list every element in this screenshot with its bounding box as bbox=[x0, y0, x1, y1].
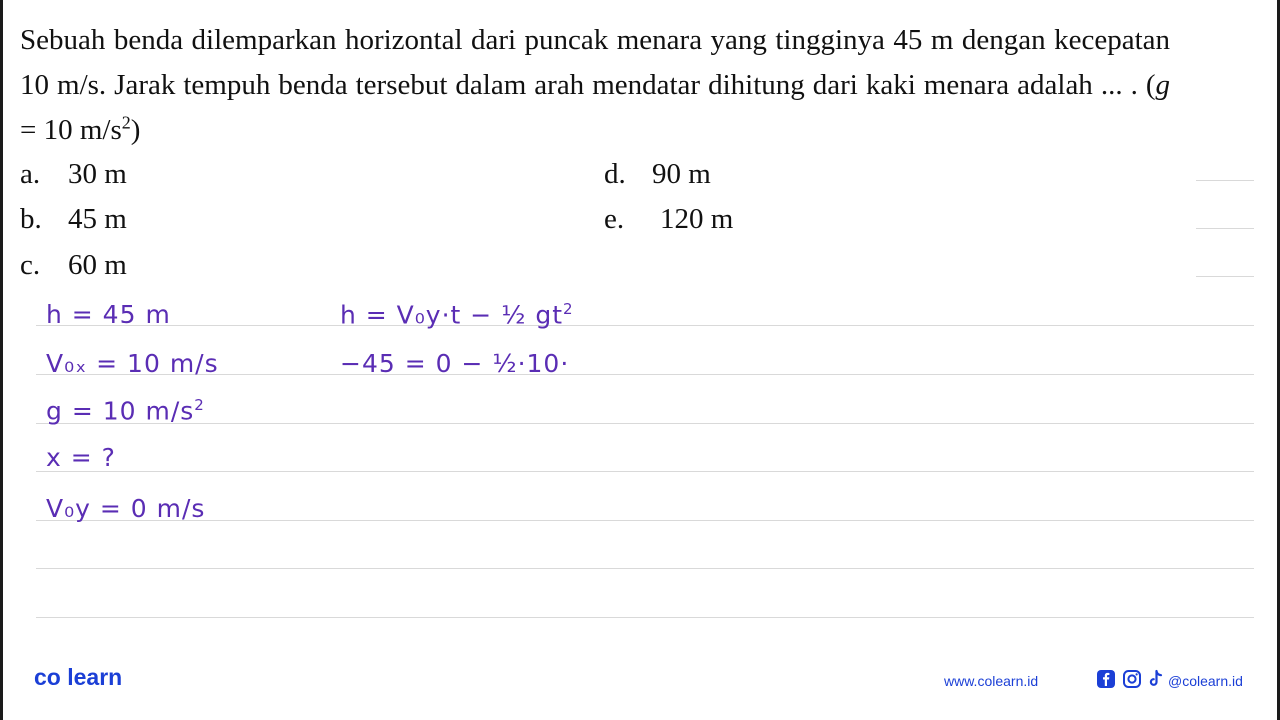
given-height: h = 45 m bbox=[46, 300, 171, 329]
unknown-distance: x = ? bbox=[46, 443, 116, 472]
question-close: ) bbox=[130, 114, 141, 146]
option-letter: b. bbox=[20, 203, 42, 235]
option-value: 90 m bbox=[652, 158, 711, 190]
option-letter: a. bbox=[20, 158, 41, 190]
g-symbol: g bbox=[1155, 69, 1170, 101]
question-body: Sebuah benda dilemparkan horizontal dari puncak menara yang tingginya 45 m dengan kecepatan 10 m/s. Jarak tempuh benda tersebut dalam arah mendatar dihitung dari kaki menara adalah ... . ( bbox=[20, 24, 1170, 101]
option-value: 45 m bbox=[68, 203, 127, 235]
option-a bbox=[20, 158, 127, 191]
option-letter: c. bbox=[20, 249, 41, 281]
option-value: 30 m bbox=[68, 158, 127, 190]
given-initial-velocity-y: V₀y = 0 m/s bbox=[46, 494, 206, 523]
tiktok-icon[interactable] bbox=[1146, 669, 1166, 689]
website-url[interactable]: www.colearn.id bbox=[944, 673, 1039, 689]
ruled-line bbox=[1196, 276, 1254, 277]
ruled-line bbox=[36, 423, 1254, 424]
vertical-motion-formula bbox=[340, 300, 574, 329]
ruled-line bbox=[1196, 180, 1254, 181]
option-value: 60 m bbox=[68, 249, 127, 281]
ruled-line bbox=[36, 471, 1254, 472]
formula-exponent: 2 bbox=[563, 300, 574, 318]
facebook-icon[interactable] bbox=[1096, 669, 1116, 689]
option-d bbox=[604, 158, 711, 191]
option-letter: d. bbox=[604, 158, 626, 190]
option-e bbox=[604, 203, 733, 236]
ruled-line bbox=[36, 374, 1254, 375]
ruled-line bbox=[36, 325, 1254, 326]
gravity-exponent: 2 bbox=[194, 396, 205, 414]
formula-text: h = V₀y·t − ½ gt bbox=[340, 300, 564, 330]
frame-left-edge bbox=[0, 0, 3, 720]
option-c bbox=[20, 249, 127, 282]
option-value: 120 m bbox=[660, 203, 734, 235]
question-text bbox=[20, 18, 1170, 153]
ruled-line bbox=[1196, 228, 1254, 229]
g-exponent: 2 bbox=[121, 112, 131, 133]
ruled-line bbox=[36, 520, 1254, 521]
given-initial-velocity-x: V₀ₓ = 10 m/s bbox=[46, 349, 219, 378]
option-b bbox=[20, 203, 127, 236]
gravity-text: g = 10 m/s bbox=[46, 396, 195, 426]
given-gravity bbox=[46, 396, 205, 425]
colearn-logo: co learn bbox=[34, 664, 123, 690]
g-value: = 10 m/s bbox=[20, 114, 122, 146]
social-handle[interactable]: @colearn.id bbox=[1168, 673, 1243, 689]
option-letter: e. bbox=[604, 203, 625, 235]
instagram-icon[interactable] bbox=[1122, 669, 1142, 689]
formula-substitution: −45 = 0 − ½·10· bbox=[340, 349, 570, 378]
ruled-line bbox=[36, 617, 1254, 618]
ruled-line bbox=[36, 568, 1254, 569]
